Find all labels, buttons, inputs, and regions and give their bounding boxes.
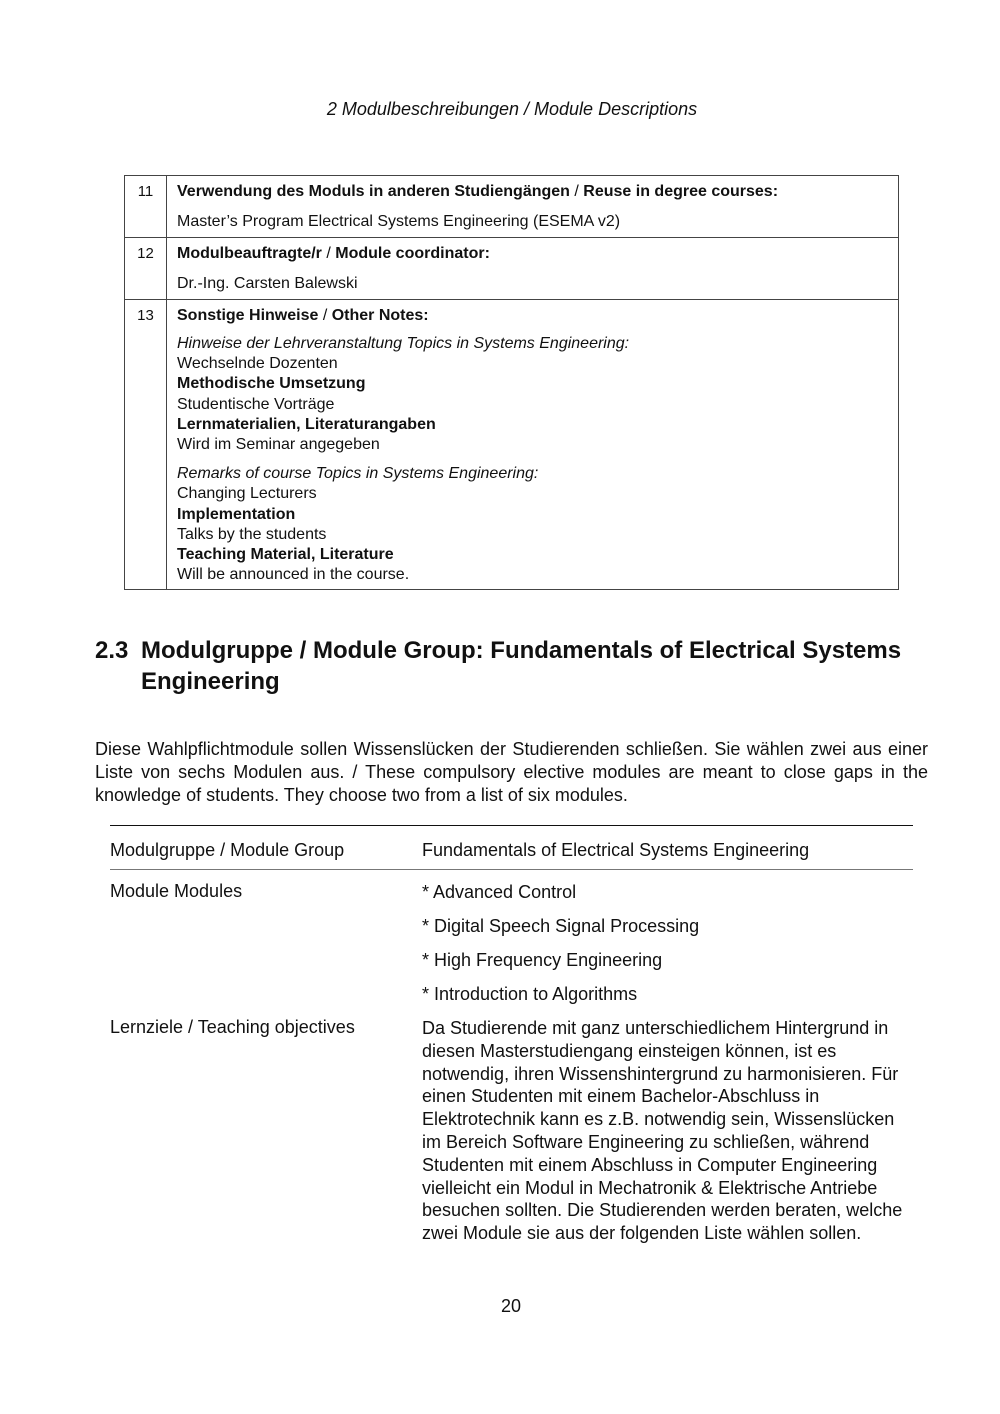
section-number: 2.3 [95,637,129,664]
table-row-12 [125,238,899,300]
heading-separator: / [318,307,332,324]
module-description-table [124,175,899,590]
notes-line: Studentische Vorträge [177,395,335,413]
row-heading [177,182,888,201]
modules-list [422,881,913,1017]
notes-label: Lernmaterialien, Literaturangaben [177,415,436,433]
notes-english [177,464,888,585]
heading-de: Sonstige Hinweise [177,307,319,324]
objectives-label: Lernziele / Teaching objectives [110,1017,355,1037]
notes-line: Will be announced in the course. [177,566,410,584]
list-item: * High Frequency Engineering [422,950,663,970]
notes-label: Implementation [177,505,296,523]
notes-label: Methodische Umsetzung [177,375,366,393]
group-value: Fundamentals of Electrical Systems Engineering [422,840,810,860]
objectives-text: Da Studierende mit ganz unterschiedlichem Hintergrund in diesen Masterstudiengang einsteigen können, ist es notwendig, ihren Wissenshintergrund zu harmonisieren. Für einen Studenten mit einem Bachelor-Abschluss in Elektrotechnik kann es z.B. notwendig sein, Wissenslücken im Bereich Software Engineering zu schließen, während Studenten mit einem Abschluss in Computer Engineering vielleicht ein Modul in Mechatronik & Elektrische Antriebe besuchen sollten. Die Studierenden werden beraten, welche zwei Module sie aus der folgenden Liste wählen sollen. [422,1018,903,1244]
notes-line: Changing Lecturers [177,485,317,503]
row-number: 12 [125,238,167,300]
heading-de: Verwendung des Moduls in anderen Studiengängen [177,183,570,200]
section-title: Modulgruppe / Module Group: Fundamentals of Electrical Systems Engineering [141,637,902,695]
module-group-table [110,825,913,1245]
notes-german [177,334,888,455]
intro-paragraph: Diese Wahlpflichtmodule sollen Wissenslücken der Studierenden schließen. Sie wählen zwei aus einer Liste von sechs Modulen aus. / These compulsory elective modules are meant to close gaps in the knowledge of students. They choose two from a list of six modules. [95,739,928,805]
heading-en: Other Notes: [331,307,429,324]
row-heading [177,306,888,325]
table-row-modules [110,870,913,1017]
row-value: Dr.-Ing. Carsten Balewski [177,275,358,292]
running-head: 2 Modulbeschreibungen / Module Descriptions [326,99,698,119]
group-label: Modulgruppe / Module Group [110,840,345,860]
table-row-11 [125,176,899,238]
table-row-13 [125,300,899,590]
heading-en: Module coordinator: [335,245,490,262]
row-value: Master’s Program Electrical Systems Engineering (ESEMA v2) [177,213,621,230]
list-item: * Introduction to Algorithms [422,984,638,1004]
row-number: 11 [125,176,167,238]
table-row-objectives [110,1017,913,1245]
row-number: 13 [125,300,167,590]
notes-line: Talks by the students [177,525,327,543]
heading-en: Reuse in degree courses: [583,183,779,200]
modules-label: Module Modules [110,881,243,901]
notes-intro: Remarks of course Topics in Systems Engineering: [177,465,539,483]
heading-separator: / [321,245,336,262]
list-item: * Digital Speech Signal Processing [422,916,700,936]
notes-line: Wird im Seminar angegeben [177,436,380,454]
row-heading [177,244,888,263]
notes-intro: Hinweise der Lehrveranstaltung Topics in Systems Engineering: [177,335,630,352]
table-row-group [110,826,913,870]
page-number: 20 [500,1296,522,1316]
heading-de: Modulbeauftragte/r [177,245,322,262]
heading-separator: / [569,183,584,200]
list-item: * Advanced Control [422,882,577,902]
section-heading [95,635,925,697]
notes-line: Wechselnde Dozenten [177,355,338,373]
notes-label: Teaching Material, Literature [177,546,394,564]
